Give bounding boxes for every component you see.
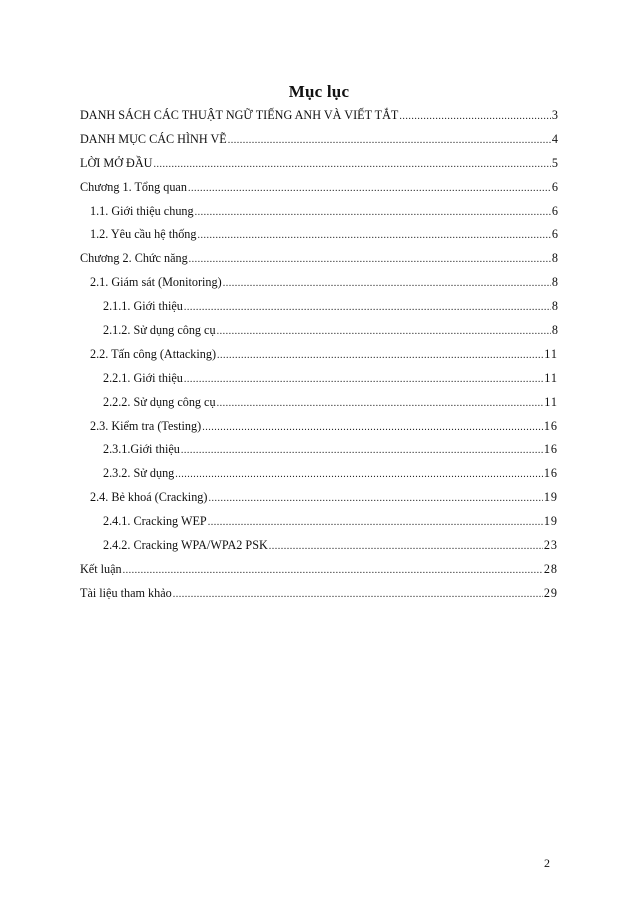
toc-entry[interactable] bbox=[80, 227, 558, 251]
toc-entry[interactable] bbox=[80, 180, 558, 204]
toc-dot-leader bbox=[188, 183, 551, 194]
toc-entry[interactable] bbox=[80, 538, 558, 562]
toc-dot-leader bbox=[189, 254, 551, 265]
toc-entry-label: 1.2. Yêu cầu hệ thống bbox=[90, 227, 197, 242]
toc-entry[interactable] bbox=[80, 514, 558, 538]
toc-entry-page: 8 bbox=[551, 299, 558, 314]
toc-entry-label: 2.1.1. Giới thiệu bbox=[103, 299, 183, 314]
page-title: Mục lục bbox=[288, 82, 350, 101]
toc-entry-label: 2.2.1. Giới thiệu bbox=[103, 370, 183, 385]
toc-dot-leader bbox=[217, 326, 551, 337]
toc-dot-leader bbox=[181, 445, 543, 456]
toc-dot-leader bbox=[399, 111, 551, 122]
toc-entry-page: 11 bbox=[544, 370, 558, 385]
toc-entry-page: 16 bbox=[543, 418, 558, 433]
toc-dot-leader bbox=[208, 493, 542, 504]
toc-entry[interactable] bbox=[80, 108, 558, 132]
toc-entry-label: 2.2.2. Sử dụng công cụ bbox=[103, 394, 216, 409]
toc-entry[interactable] bbox=[80, 204, 558, 228]
toc-entry-label: 2.3.2. Sử dụng bbox=[103, 466, 175, 481]
toc-entry-page: 4 bbox=[551, 131, 558, 146]
toc-entry[interactable] bbox=[80, 371, 558, 395]
page-number: 2 bbox=[544, 856, 550, 870]
toc-entry[interactable] bbox=[80, 419, 558, 443]
toc-entry-page: 19 bbox=[543, 490, 558, 505]
table-of-contents bbox=[80, 108, 558, 610]
toc-entry-page: 29 bbox=[543, 585, 558, 600]
toc-entry[interactable] bbox=[80, 323, 558, 347]
toc-entry-page: 5 bbox=[551, 155, 558, 170]
toc-entry-page: 6 bbox=[551, 227, 558, 242]
toc-dot-leader bbox=[123, 565, 543, 576]
toc-dot-leader bbox=[223, 278, 551, 289]
toc-entry[interactable] bbox=[80, 347, 558, 371]
toc-entry-label: Chương 1. Tổng quan bbox=[80, 179, 187, 194]
toc-dot-leader bbox=[184, 302, 551, 313]
toc-entry[interactable] bbox=[80, 275, 558, 299]
toc-entry[interactable] bbox=[80, 299, 558, 323]
toc-entry-label: 2.1.2. Sử dụng công cụ bbox=[103, 323, 216, 338]
toc-dot-leader bbox=[269, 541, 543, 552]
toc-entry[interactable] bbox=[80, 395, 558, 419]
toc-entry-page: 6 bbox=[551, 179, 558, 194]
toc-entry-page: 3 bbox=[551, 108, 558, 122]
toc-entry-page: 16 bbox=[543, 442, 558, 457]
toc-entry[interactable] bbox=[80, 466, 558, 490]
toc-entry-page: 11 bbox=[544, 394, 558, 409]
toc-entry-page: 6 bbox=[551, 203, 558, 218]
toc-entry-label: 2.3.1.Giới thiệu bbox=[103, 442, 180, 457]
toc-entry-label: 2.4.1. Cracking WEP bbox=[103, 514, 207, 529]
toc-entry-label: LỜI MỞ ĐẦU bbox=[80, 155, 153, 170]
toc-entry-page: 28 bbox=[543, 561, 558, 576]
toc-entry-label: DANH MỤC CÁC HÌNH VẼ bbox=[80, 131, 227, 146]
toc-entry-page: 19 bbox=[543, 514, 558, 529]
toc-entry-label: Kết luận bbox=[80, 561, 122, 576]
toc-entry-page: 8 bbox=[551, 323, 558, 338]
toc-dot-leader bbox=[175, 469, 543, 480]
toc-entry-label: 2.2. Tấn công (Attacking) bbox=[90, 346, 217, 361]
toc-dot-leader bbox=[198, 230, 551, 241]
toc-entry-page: 11 bbox=[544, 346, 558, 361]
toc-entry-label: Tài liệu tham khảo bbox=[80, 585, 172, 600]
toc-dot-leader bbox=[228, 135, 551, 146]
toc-entry[interactable] bbox=[80, 562, 558, 586]
toc-entry-label: 2.1. Giám sát (Monitoring) bbox=[90, 275, 222, 290]
toc-entry[interactable] bbox=[80, 156, 558, 180]
toc-entry-label: DANH SÁCH CÁC THUẬT NGỮ TIẾNG ANH VÀ VIẾT TẮT bbox=[80, 108, 399, 122]
toc-entry[interactable] bbox=[80, 251, 558, 275]
toc-entry-page: 8 bbox=[551, 251, 558, 266]
toc-dot-leader bbox=[173, 589, 543, 600]
toc-entry-page: 23 bbox=[543, 538, 558, 553]
toc-entry-label: 2.4.2. Cracking WPA/WPA2 PSK bbox=[103, 538, 268, 553]
toc-dot-leader bbox=[202, 422, 543, 433]
toc-entry-label: Chương 2. Chức năng bbox=[80, 251, 188, 266]
toc-entry[interactable] bbox=[80, 442, 558, 466]
toc-entry[interactable] bbox=[80, 490, 558, 514]
toc-dot-leader bbox=[195, 207, 551, 218]
toc-entry-page: 16 bbox=[543, 466, 558, 481]
toc-entry-page: 8 bbox=[551, 275, 558, 290]
toc-entry-label: 2.3. Kiểm tra (Testing) bbox=[90, 418, 202, 433]
toc-entry[interactable] bbox=[80, 132, 558, 156]
toc-dot-leader bbox=[217, 398, 544, 409]
toc-entry-label: 2.4. Bẻ khoá (Cracking) bbox=[90, 490, 208, 505]
toc-dot-leader bbox=[153, 159, 550, 170]
toc-dot-leader bbox=[184, 374, 543, 385]
toc-entry[interactable] bbox=[80, 586, 558, 610]
toc-entry-label: 1.1. Giới thiệu chung bbox=[90, 203, 194, 218]
toc-dot-leader bbox=[208, 517, 543, 528]
toc-dot-leader bbox=[217, 350, 543, 361]
